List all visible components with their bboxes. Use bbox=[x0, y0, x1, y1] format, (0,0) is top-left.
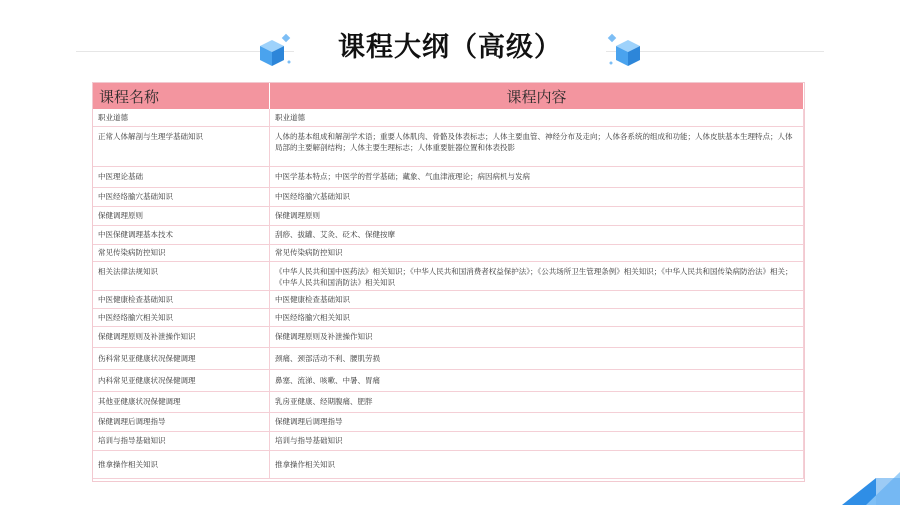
course-content-cell: 推拿操作相关知识 bbox=[270, 450, 804, 478]
course-content-cell: 中医经络腧穴基础知识 bbox=[270, 187, 804, 206]
table-row bbox=[93, 391, 804, 412]
course-content-cell: 颈痛、颈部活动不利、腰肌劳损 bbox=[270, 347, 804, 369]
course-name-cell: 推拿操作相关知识 bbox=[93, 450, 270, 478]
table-row bbox=[93, 412, 804, 431]
course-table bbox=[93, 83, 804, 479]
table-row bbox=[93, 369, 804, 391]
table-row bbox=[93, 431, 804, 450]
table-row bbox=[93, 261, 804, 290]
course-name-cell: 中医保健调理基本技术 bbox=[93, 225, 270, 244]
triangles-icon bbox=[842, 462, 900, 525]
title-area bbox=[0, 26, 900, 70]
table-row bbox=[93, 187, 804, 206]
course-name-cell: 其他亚健康状况保健调理 bbox=[93, 391, 270, 412]
course-name-cell: 职业道德 bbox=[93, 109, 270, 126]
table-row bbox=[93, 450, 804, 478]
course-content-cell: 人体的基本组成和解剖学术语；重要人体肌肉、骨骼及体表标志；人体主要血管、神经分布及走向；人体各系统的组成和功能；人体皮肤基本生理特点；人体局部的主要解剖结构；人体主要生理标志；人体重要脏器位置和体表投影 bbox=[270, 126, 804, 166]
table-header-row bbox=[93, 83, 804, 109]
course-content-cell: 《中华人民共和国中医药法》相关知识；《中华人民共和国消费者权益保护法》；《公共场所卫生管理条例》相关知识；《中华人民共和国传染病防治法》相关；《中华人民共和国消防法》相关知识 bbox=[270, 261, 804, 290]
course-content-cell: 中医经络腧穴相关知识 bbox=[270, 308, 804, 326]
course-name-cell: 相关法律法规知识 bbox=[93, 261, 270, 290]
course-name-cell: 内科常见亚健康状况保健调理 bbox=[93, 369, 270, 391]
table-row bbox=[93, 166, 804, 187]
table-row bbox=[93, 308, 804, 326]
course-content-cell: 常见传染病防控知识 bbox=[270, 244, 804, 261]
course-content-cell: 保健调理后调理指导 bbox=[270, 412, 804, 431]
course-content-cell: 乳房亚健康、经期腹痛、肥胖 bbox=[270, 391, 804, 412]
header-course-content: 课程内容 bbox=[270, 83, 804, 109]
table-row bbox=[93, 290, 804, 308]
course-name-cell: 中医经络腧穴基础知识 bbox=[93, 187, 270, 206]
table-row bbox=[93, 326, 804, 347]
course-content-cell: 刮痧、拔罐、艾灸、砭术、保健按摩 bbox=[270, 225, 804, 244]
course-name-cell: 保健调理原则及补泄操作知识 bbox=[93, 326, 270, 347]
course-content-cell: 中医健康检查基础知识 bbox=[270, 290, 804, 308]
cube-icon bbox=[606, 32, 646, 70]
table-row bbox=[93, 244, 804, 261]
course-name-cell: 中医经络腧穴相关知识 bbox=[93, 308, 270, 326]
course-content-cell: 培训与指导基础知识 bbox=[270, 431, 804, 450]
table-row bbox=[93, 225, 804, 244]
course-name-cell: 中医健康检查基础知识 bbox=[93, 290, 270, 308]
course-content-cell: 保健调理原则及补泄操作知识 bbox=[270, 326, 804, 347]
page-title: 课程大纲（高级） bbox=[294, 26, 606, 70]
table-row bbox=[93, 347, 804, 369]
course-outline-table bbox=[92, 82, 805, 482]
course-content-cell: 鼻塞、流涕、咳嗽、中暑、胃痛 bbox=[270, 369, 804, 391]
course-name-cell: 正常人体解剖与生理学基础知识 bbox=[93, 126, 270, 166]
course-name-cell: 伤科常见亚健康状况保健调理 bbox=[93, 347, 270, 369]
course-name-cell: 保健调理后调理指导 bbox=[93, 412, 270, 431]
course-content-cell: 保健调理原则 bbox=[270, 206, 804, 225]
course-content-cell: 中医学基本特点；中医学的哲学基础；藏象、气血津液理论；病因病机与发病 bbox=[270, 166, 804, 187]
table-row bbox=[93, 126, 804, 166]
course-name-cell: 培训与指导基础知识 bbox=[93, 431, 270, 450]
table-row bbox=[93, 206, 804, 225]
course-content-cell: 职业道德 bbox=[270, 109, 804, 126]
cube-icon bbox=[254, 32, 294, 70]
course-name-cell: 中医理论基础 bbox=[93, 166, 270, 187]
course-name-cell: 保健调理原则 bbox=[93, 206, 270, 225]
header-course-name: 课程名称 bbox=[93, 83, 270, 109]
table-row bbox=[93, 109, 804, 126]
course-name-cell: 常见传染病防控知识 bbox=[93, 244, 270, 261]
